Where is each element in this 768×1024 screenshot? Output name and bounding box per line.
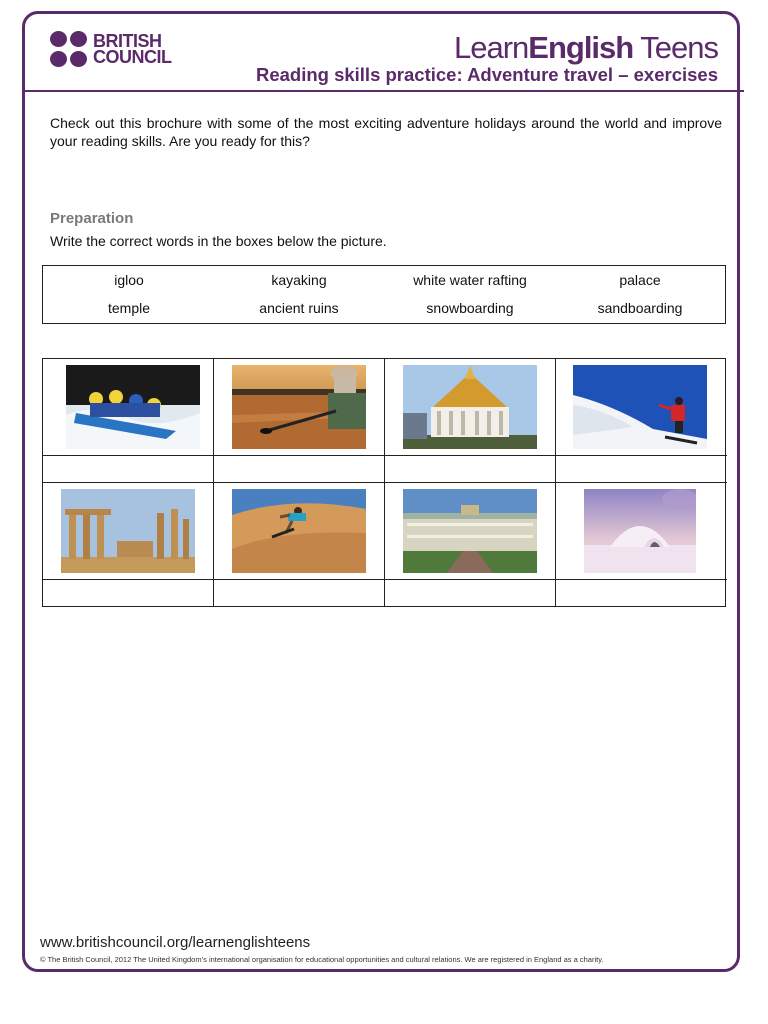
temple-icon xyxy=(403,365,537,449)
footer-copyright: © The British Council, 2012 The United Kingdom’s international organisation for educational opportunities and cultural relations. We are registered in England as a charity. xyxy=(40,955,604,964)
page-title: Reading skills practice: Adventure travel – exercises xyxy=(255,64,718,85)
intro-text: Check out this brochure with some of the most exciting adventure holidays around the world and improve your reading skills. Are you ready for this? xyxy=(50,115,722,149)
temple-photo xyxy=(403,365,537,449)
word-bank-item: ancient ruins xyxy=(259,300,339,316)
answer-box[interactable] xyxy=(214,580,385,606)
picture-cell xyxy=(385,359,556,456)
logo-text: BRITISH COUNCIL xyxy=(93,31,172,67)
sandboarding-icon xyxy=(232,489,366,573)
word-bank xyxy=(42,265,726,324)
picture-grid xyxy=(42,358,726,607)
word-bank-item: igloo xyxy=(114,272,144,288)
answer-box[interactable] xyxy=(556,456,727,483)
igloo-photo xyxy=(584,489,696,573)
answer-box[interactable] xyxy=(43,580,214,606)
header-divider xyxy=(22,90,744,92)
preparation-heading: Preparation xyxy=(50,210,134,227)
learnenglish-teens-logo: LearnEnglish Teens xyxy=(453,30,718,65)
kayaking-icon xyxy=(232,365,366,449)
sandboarding-photo xyxy=(232,489,366,573)
word-bank-item: palace xyxy=(619,272,661,288)
rafting-photo xyxy=(66,365,200,449)
word-bank-item: white water rafting xyxy=(413,272,527,288)
palace-icon xyxy=(403,489,537,573)
answer-box[interactable] xyxy=(214,456,385,483)
picture-cell xyxy=(43,483,214,580)
picture-cell xyxy=(556,483,727,580)
answer-box[interactable] xyxy=(556,580,727,606)
preparation-instruction: Write the correct words in the boxes below the picture. xyxy=(50,233,387,249)
palace-photo xyxy=(403,489,537,573)
igloo-icon xyxy=(584,489,696,573)
answer-box[interactable] xyxy=(385,456,556,483)
picture-cell xyxy=(43,359,214,456)
picture-cell xyxy=(385,483,556,580)
word-bank-item: temple xyxy=(107,300,151,316)
snowboarding-photo xyxy=(573,365,707,449)
rafting-icon xyxy=(66,365,200,449)
picture-cell xyxy=(556,359,727,456)
word-bank-item: kayaking xyxy=(271,272,327,288)
picture-cell xyxy=(214,483,385,580)
footer-url[interactable]: www.britishcouncil.org/learnenglishteens xyxy=(40,934,311,951)
answer-box[interactable] xyxy=(43,456,214,483)
ruins-icon xyxy=(61,489,195,573)
ruins-photo xyxy=(61,489,195,573)
word-bank-item: snowboarding xyxy=(426,300,514,316)
kayaking-photo xyxy=(232,365,366,449)
british-council-logo xyxy=(50,31,172,67)
snowboarding-icon xyxy=(573,365,707,449)
picture-cell xyxy=(214,359,385,456)
answer-box[interactable] xyxy=(385,580,556,606)
word-bank-item: sandboarding xyxy=(597,300,683,316)
logo-dots-icon xyxy=(50,31,88,67)
